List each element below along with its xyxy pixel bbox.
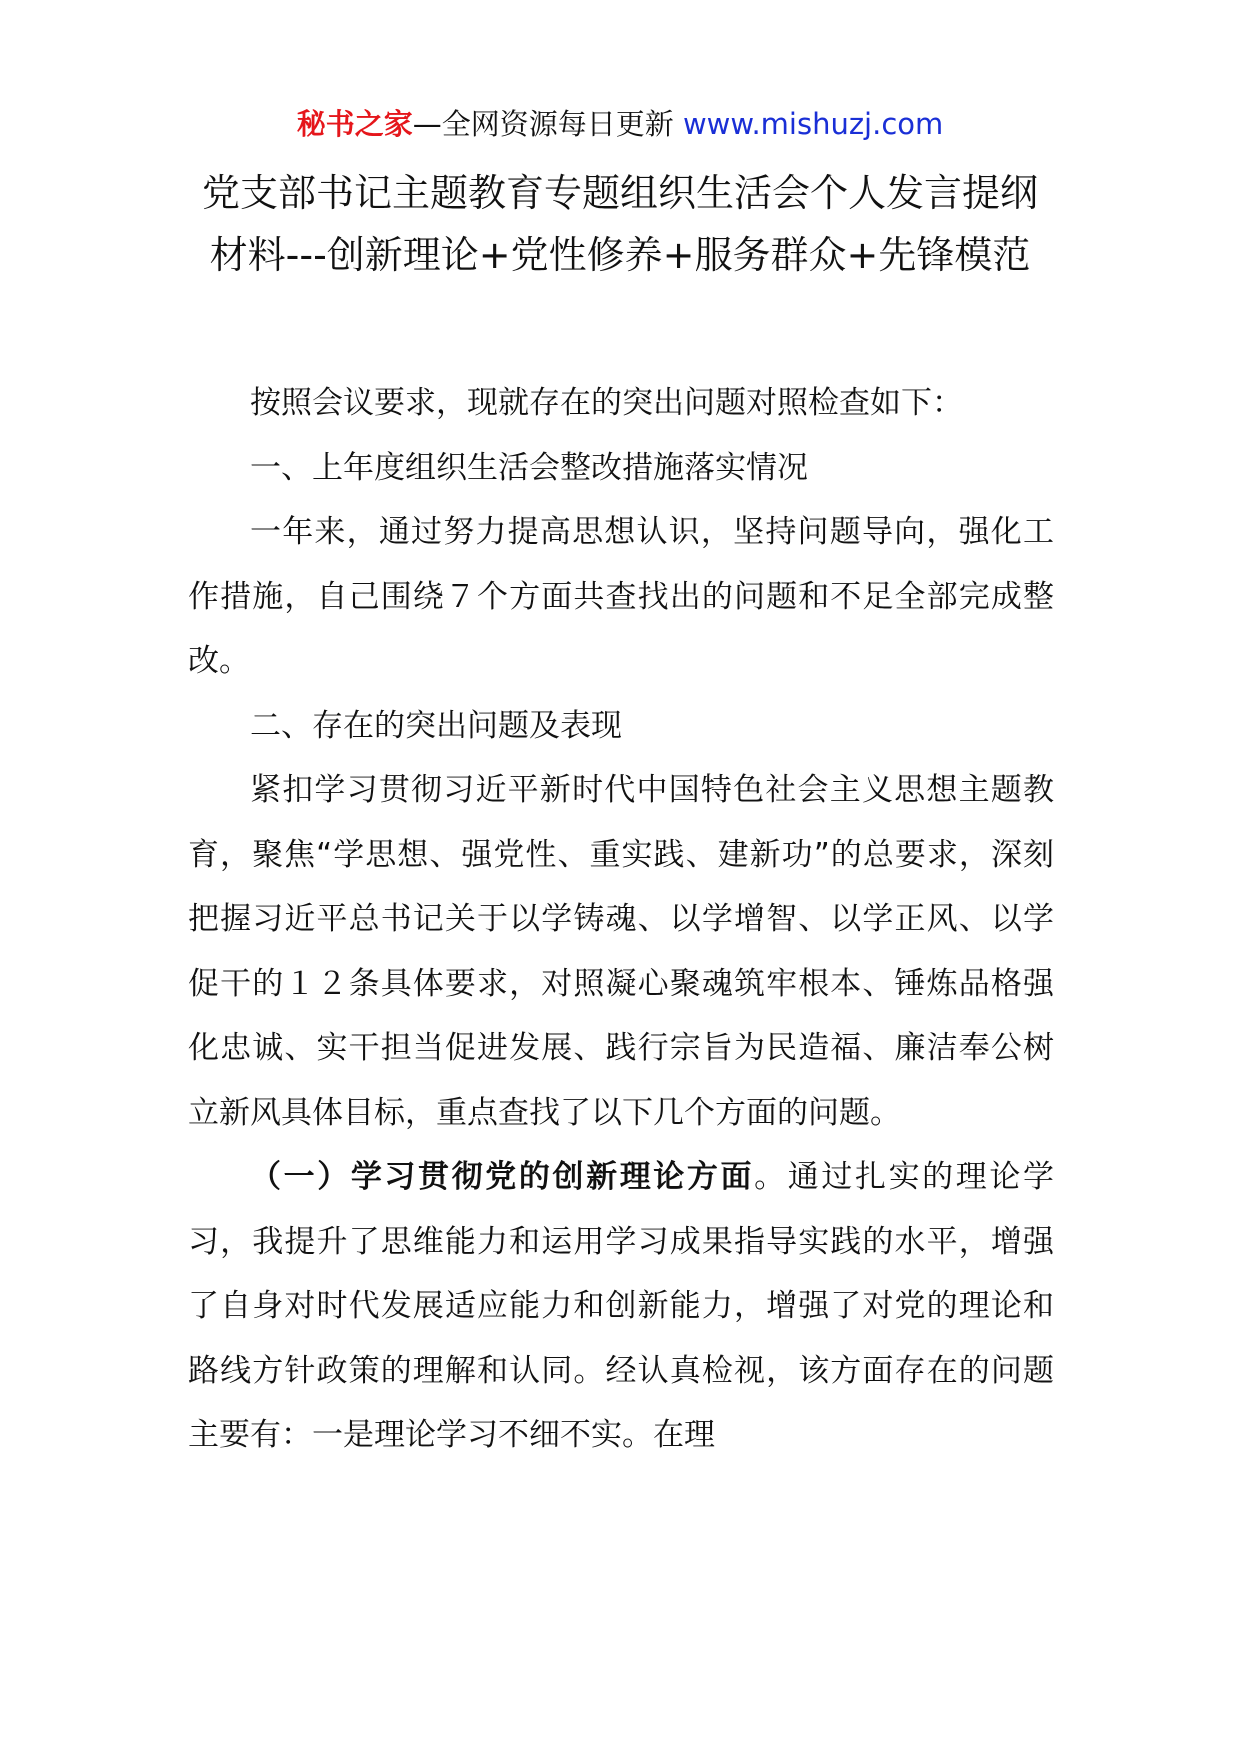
body-paragraph: 一年来，通过努力提高思想认识，坚持问题导向，强化工作措施，自己围绕７个方面共查找出的问题和不足全部完成整改。 xyxy=(188,514,1054,679)
site-url-link[interactable]: www.mishuzj.com xyxy=(682,107,944,141)
site-banner xyxy=(0,104,1240,144)
document-title: 党支部书记主题教育专题组织生活会个人发言提纲材料---创新理论+党性修养+服务群众+先锋模范 xyxy=(201,171,1038,277)
subsection-text: 。通过扎实的理论学习，我提升了思维能力和运用学习成果指导实践的水平，增强了自身对时代发展适应能力和创新能力，增强了对党的理论和路线方针政策的理解和认同。经认真检视，该方面存在的问题主要有：一是理论学习不细不实。在理 xyxy=(188,1159,1055,1453)
body-paragraph: 紧扣学习贯彻习近平新时代中国特色社会主义思想主题教育，聚焦“学思想、强党性、重实践、建新功”的总要求，深刻把握习近平总书记关于以学铸魂、以学增智、以学正风、以学促干的１２条具体要求，对照凝心聚魂筑牢根本、锤炼品格强化忠诚、实干担当促进发展、践行宗旨为民造福、廉洁奉公树立新风具体目标，重点查找了以下几个方面的问题。 xyxy=(188,772,1054,1131)
section-heading-1: 一、上年度组织生活会整改措施落实情况 xyxy=(250,449,808,486)
section-heading-2: 二、存在的突出问题及表现 xyxy=(250,707,622,744)
brand-name: 秘书之家 xyxy=(296,107,413,141)
intro-paragraph: 按照会议要求，现就存在的突出问题对照检查如下： xyxy=(250,385,963,421)
body-paragraph xyxy=(188,1145,1054,1468)
banner-tagline: —全网资源每日更新 xyxy=(412,107,683,141)
document-body xyxy=(188,371,1054,1468)
subsection-heading: （一）学习贯彻党的创新理论方面 xyxy=(250,1159,755,1195)
